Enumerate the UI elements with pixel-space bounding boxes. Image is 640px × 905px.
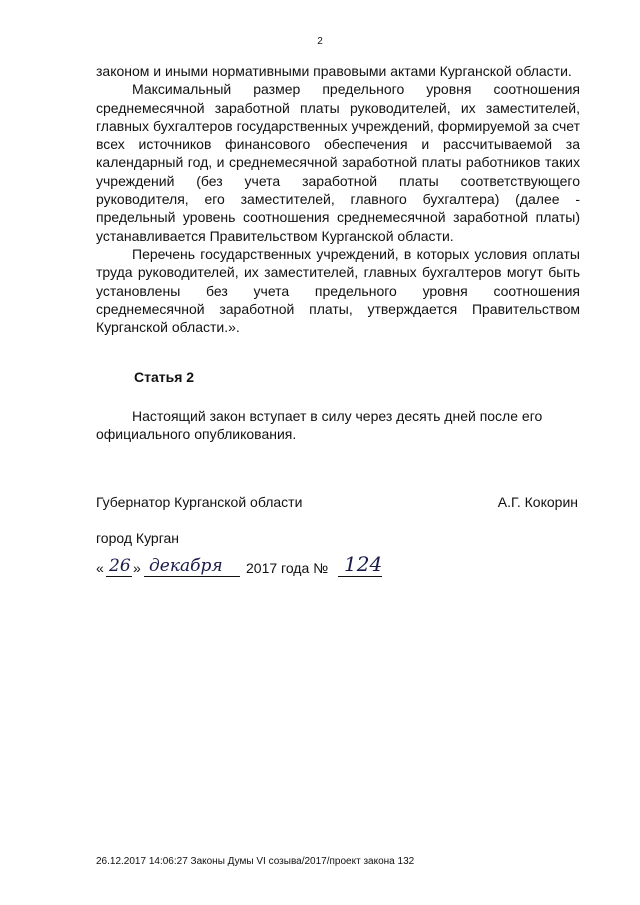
date-line: [96, 552, 396, 586]
paragraph-max-ratio: Максимальный размер предельного уровня соотношения среднемесячной заработной платы руководителей, их заместителей, главных бухгалтеров государственных учреждений, формируемой за счет всех источников финансового обеспечения и рассчитываемой за календарный год, и среднемесячной заработной платы работников таких учреждений (без учета заработной платы соответствующего руководителя, его заместителей, главного бухгалтера) (далее - предельный уровень соотношения среднемесячной заработной платы) устанавливается Правительством Курганской области.: [96, 81, 580, 244]
article-text: Настоящий закон вступает в силу через десять дней после его официального опубликования.: [96, 408, 543, 443]
date-day: 26: [109, 556, 131, 576]
paragraph-institutions-list: Перечень государственных учреждений, в которых условия оплаты труда руководителей, их заместителей, главных бухгалтеров могут быть установлены без учета предельного уровня соотношения среднемесячной заработной платы, утверждается Правительством Курганской области.».: [96, 245, 580, 336]
date-open-quote: «: [96, 560, 104, 576]
signatory-name: А.Г. Кокорин: [497, 494, 578, 510]
law-number: 124: [344, 552, 383, 576]
law-text: [96, 62, 580, 336]
date-close-quote: »: [133, 560, 141, 576]
footer-stamp: 26.12.2017 14:06:27 Законы Думы VI созыва/2017/проект закона 132: [96, 856, 415, 867]
paragraph-continuation: законом и иными нормативными правовыми актами Курганской области.: [96, 63, 572, 79]
date-year-text: 2017 года №: [246, 560, 329, 576]
page-number: 2: [317, 36, 323, 47]
article-title: Статья 2: [134, 369, 195, 385]
date-month: декабря: [149, 556, 223, 576]
signatory-position: Губернатор Курганской области: [96, 494, 303, 510]
city-line: город Курган: [96, 530, 180, 546]
